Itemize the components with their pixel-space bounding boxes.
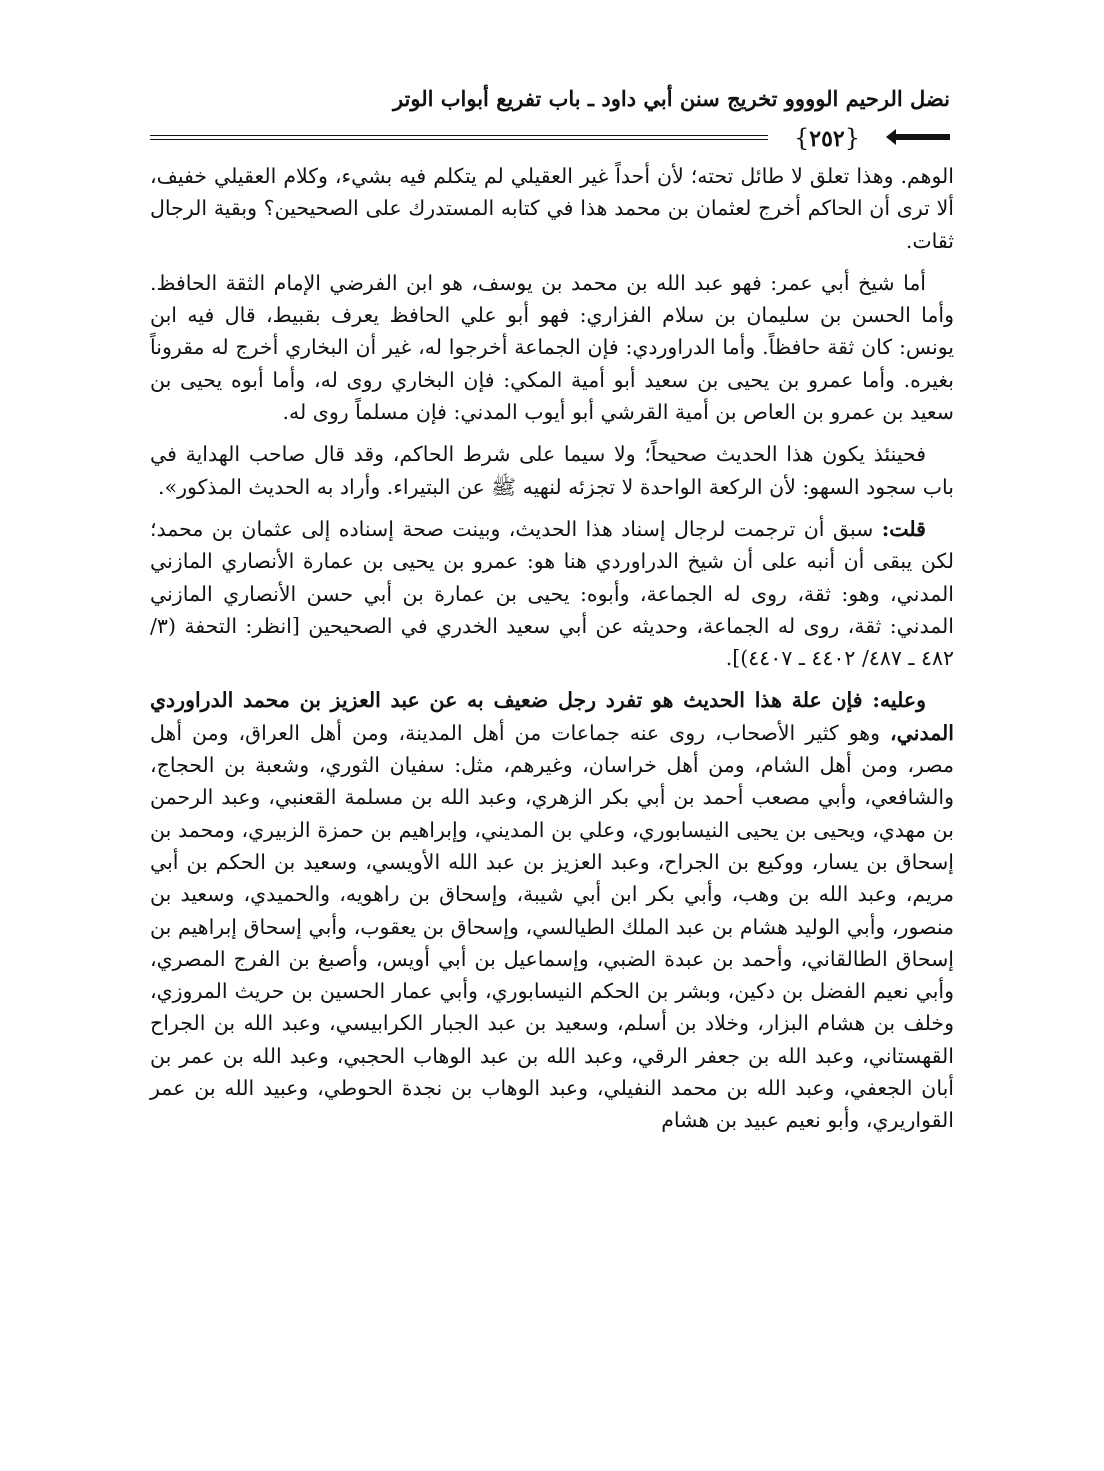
paragraph-3 [150, 438, 954, 503]
paragraph-4 [150, 513, 954, 674]
running-title: نضل الرحيم الوووو تخريج سنن أبي داود ـ باب تفريع أبواب الوتر [392, 86, 950, 111]
arrow-ornament-icon [886, 126, 950, 148]
header-rule-row [150, 126, 950, 156]
paragraph-1 [150, 160, 954, 257]
page-number-left-brace-icon: { [844, 124, 860, 152]
paragraph-3-text: فحينئذ يكون هذا الحديث صحيحاً؛ ولا سيما على شرط الحاكم، وقد قال صاحب الهداية في باب سجود السهو: لأن الركعة الواحدة لا تجزئه لنهيه ﷺ عن البتيراء. وأراد به الحديث المذكور». [150, 442, 954, 499]
paragraph-4-lead: قلت: [881, 516, 926, 541]
paragraph-2-text: أما شيخ أبي عمر: فهو عبد الله بن محمد بن يوسف، هو ابن الفرضي الإمام الثقة الحافظ. وأما الحسن بن سليمان بن سلام الفزاري: فهو أبو علي الحافظ يعرف بقبيط، قال فيه ابن يونس: كان ثقة حافظاً. وأما الدراوردي: فإن الجماعة أخرجوا له، غير أن البخاري أخرج له مقروناً بغيره. وأما عمرو بن يحيى بن سعيد أبو أمية المكي: فإن البخاري روى له، وأما أبوه يحيى بن سعيد بن عمرو بن العاص بن أمية القرشي أبو أيوب المدني: فإن مسلماً روى له. [150, 270, 954, 425]
paragraph-1-text: الوهم. وهذا تعلق لا طائل تحته؛ لأن أحداً غير العقيلي لم يتكلم فيه بشيء، وكلام العقيلي خفيف، ألا ترى أن الحاكم أخرج لعثمان بن محمد هذا في كتابه المستدرك على الصحيحين؟ وبقية الرجال ثقات. [150, 164, 954, 253]
page-number [768, 124, 886, 152]
page-number-right-brace-icon: } [793, 124, 810, 152]
page-number-value: ٢٥٢ [809, 126, 845, 152]
paragraph-5-lead: وعليه: فإن علة هذا الحديث هو تفرد رجل ضعيف به عن عبد العزيز بن محمد الدراوردي المدني، [150, 688, 954, 745]
page-header [150, 86, 950, 166]
paragraph-5-text: وهو كثير الأصحاب، روى عنه جماعات من أهل المدينة، ومن أهل العراق، ومن أهل مصر، ومن أهل الشام، ومن أهل خراسان، وغيرهم، مثل: سفيان الثوري، وشعبة بن الحجاج، والشافعي، وأبي مصعب أحمد بن أبي بكر الزهري، وعبد الله بن مسلمة القعنبي، وعبد الرحمن بن مهدي، ويحيى بن يحيى النيسابوري، وعلي بن المديني، وإبراهيم بن حمزة الزبيري، ومحمد بن إسحاق بن يسار، ووكيع بن الجراح، وعبد العزيز بن عبد الله الأويسي، وسعيد بن الحكم بن أبي مريم، وعبد الله بن وهب، وأبي بكر ابن أبي شيبة، وإسحاق بن راهويه، والحميدي، وسعيد بن منصور، وأبي الوليد هشام بن عبد الملك الطيالسي، وإسحاق بن يعقوب، وأبي إسحاق إبراهيم بن إسحاق الطالقاني، وأحمد بن عبدة الضبي، وإسماعيل بن أبي أويس، وأصبغ بن الفرج المصري، وأبي نعيم الفضل بن دكين، وبشر بن الحكم النيسابوري، وأبي عمار الحسين بن حريث المروزي، وخلف بن هشام البزار، وخلاد بن أسلم، وسعيد بن عبد الجبار الكرابيسي، وعبد الله بن الجراح القهستاني، وعبد الله بن جعفر الرقي، وعبد الله بن عبد الوهاب الحجبي، وعبد الله بن عمر بن أبان الجعفي، وعبد الله بن محمد النفيلي، وعبد الوهاب بن نجدة الحوطي، وعبيد الله بن عمر القواريري، وأبو نعيم عبيد بن هشام [150, 720, 954, 1133]
paragraph-2 [150, 267, 954, 428]
double-rule-divider [150, 135, 768, 140]
paragraph-5 [150, 684, 954, 1136]
main-text [150, 160, 954, 1147]
paragraph-4-text: سبق أن ترجمت لرجال إسناد هذا الحديث، وبينت صحة إسناده إلى عثمان بن محمد؛ لكن يبقى أن أنبه على أن شيخ الدراوردي هنا هو: عمرو بن يحيى بن عمارة الأنصاري المازني المدني، وهو: ثقة، روى له الجماعة، وأبوه: يحيى بن عمارة بن أبي حسن الأنصاري المازني المدني: ثقة، روى له الجماعة، وحديثه عن أبي سعيد الخدري في الصحيحين [انظر: التحفة (٣/ ٤٨٢ ـ ٤٨٧/ ٤٤٠٢ ـ ٤٤٠٧)]. [150, 516, 954, 671]
